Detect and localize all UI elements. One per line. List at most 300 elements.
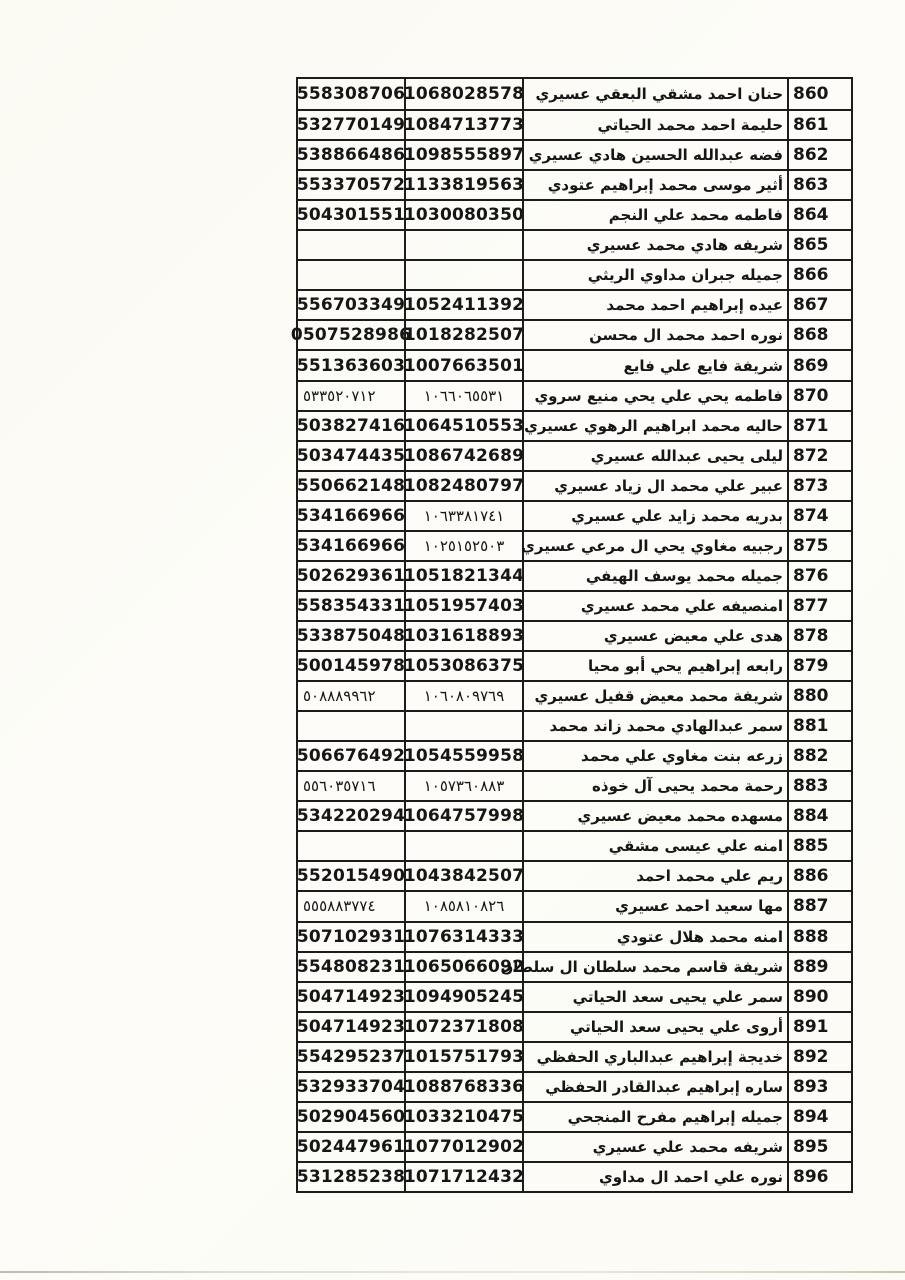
- id-cell-text: 1094905245: [403, 986, 525, 1007]
- phone-cell: [298, 111, 404, 139]
- row-number-cell-text: 860: [793, 84, 829, 105]
- name-cell-text: فاطمه محمد علي النجم: [608, 206, 783, 225]
- table-row: [298, 951, 851, 981]
- phone-cell-text: 502904560: [296, 1106, 406, 1127]
- id-cell: [404, 532, 522, 560]
- name-cell: [522, 502, 787, 530]
- id-cell: [403, 1013, 525, 1041]
- id-cell: [403, 592, 525, 620]
- id-cell-text: 1030080350: [403, 205, 525, 226]
- table-row: [298, 1011, 851, 1041]
- name-cell-text: شريفه محمد علي عسيري: [592, 1137, 783, 1156]
- phone-cell-text: 534166966: [296, 535, 406, 556]
- phone-cell: [298, 1043, 404, 1071]
- phone-cell: [298, 261, 404, 289]
- phone-cell: [298, 382, 404, 410]
- row-number-cell-text: 865: [793, 235, 829, 256]
- table-row: [298, 79, 851, 109]
- id-cell: [403, 442, 525, 470]
- name-cell-text: خديجة إبراهيم عبدالباري الحفظي: [536, 1047, 783, 1066]
- id-cell-text: 1033210475: [403, 1106, 525, 1127]
- row-number-cell: [787, 351, 851, 379]
- id-cell: [403, 742, 525, 770]
- id-cell-text: 1084713773: [403, 115, 525, 136]
- phone-cell: [298, 1073, 404, 1101]
- phone-cell-text: 507102931: [296, 926, 406, 947]
- name-cell: [522, 923, 787, 951]
- name-cell: [522, 1073, 787, 1101]
- row-number-cell: [787, 953, 851, 981]
- name-cell: [522, 742, 787, 770]
- phone-cell-text: 533875048: [296, 625, 406, 646]
- table-row: [298, 620, 851, 650]
- id-cell: [403, 472, 525, 500]
- id-cell: [403, 351, 525, 379]
- name-cell-text: امنه علي عيسى مشقي: [608, 837, 783, 856]
- name-cell-text: مسهده محمد معيض عسيري: [577, 807, 783, 826]
- id-cell: [403, 1133, 525, 1161]
- name-cell: [522, 412, 787, 440]
- phone-cell-text: 502629361: [296, 565, 406, 586]
- name-cell: [500, 953, 787, 981]
- id-cell: [403, 201, 525, 229]
- id-cell-text: 1018282507: [403, 325, 525, 346]
- row-number-cell: [787, 652, 851, 680]
- row-number-cell: [787, 802, 851, 830]
- table-row: [298, 680, 851, 710]
- phone-cell: [298, 592, 404, 620]
- row-number-cell-text: 881: [793, 716, 829, 737]
- name-cell: [522, 382, 787, 410]
- table-row: [298, 770, 851, 800]
- row-number-cell-text: 885: [793, 836, 829, 857]
- id-cell-text: 1082480797: [403, 475, 525, 496]
- id-cell-text: 1043842507: [403, 866, 525, 887]
- name-cell-text: امنه محمد هلال عتودي: [616, 927, 783, 946]
- phone-cell-text: ٥٣٣٥٢٠٧١٢: [303, 386, 376, 405]
- phone-cell-text: 503474435: [296, 445, 406, 466]
- row-number-cell: [787, 141, 851, 169]
- row-number-cell-text: 871: [793, 415, 829, 436]
- row-number-cell: [787, 983, 851, 1011]
- table-row: [298, 1161, 851, 1191]
- table-row: [298, 710, 851, 740]
- phone-cell: [298, 1133, 404, 1161]
- name-cell-text: نوره احمد محمد ال محسن: [589, 326, 783, 345]
- row-number-cell: [787, 712, 851, 740]
- row-number-cell-text: 891: [793, 1016, 829, 1037]
- id-cell: [404, 382, 522, 410]
- table-row: [298, 289, 851, 319]
- row-number-cell: [787, 1163, 851, 1191]
- id-cell: [403, 111, 525, 139]
- row-number-cell: [787, 622, 851, 650]
- scan-edge-artifact: [0, 1271, 905, 1273]
- table-row: [290, 319, 851, 349]
- id-cell: [403, 652, 525, 680]
- phone-cell: [298, 442, 404, 470]
- name-cell: [522, 652, 787, 680]
- name-cell-text: عيده إبراهيم احمد محمد: [606, 296, 783, 315]
- row-number-cell-text: 890: [793, 986, 829, 1007]
- name-cell: [522, 832, 787, 860]
- name-cell: [522, 291, 787, 319]
- row-number-cell-text: 874: [793, 505, 829, 526]
- row-number-cell-text: 863: [793, 175, 829, 196]
- id-cell-text: 1007663501: [403, 355, 525, 376]
- name-cell-text: شريفة محمد معيض قفيل عسيري: [534, 687, 783, 706]
- name-cell: [522, 1043, 787, 1071]
- row-number-cell: [787, 772, 851, 800]
- row-number-cell: [787, 291, 851, 319]
- id-cell: [403, 1073, 525, 1101]
- name-cell-text: سمر عبدالهادي محمد زاند محمد: [549, 717, 783, 736]
- id-cell-text: 1072371808: [403, 1016, 525, 1037]
- id-cell-text: ١٠٦٦٠٦٥٥٣١: [423, 386, 505, 405]
- row-number-cell: [787, 682, 851, 710]
- table-row: [298, 169, 851, 199]
- name-cell: [522, 261, 787, 289]
- phone-cell: [298, 562, 404, 590]
- row-number-cell: [787, 832, 851, 860]
- phone-cell: [298, 141, 404, 169]
- phone-cell: [298, 892, 404, 920]
- row-number-cell-text: 886: [793, 866, 829, 887]
- id-cell: [404, 772, 522, 800]
- name-cell: [522, 201, 787, 229]
- name-cell: [522, 1163, 787, 1191]
- name-cell: [522, 622, 787, 650]
- name-cell-text: رحمة محمد يحيى آل خوذه: [592, 777, 783, 796]
- name-cell-text: حليمة احمد محمد الحياتي: [597, 116, 783, 135]
- id-cell: [403, 1163, 525, 1191]
- id-cell: [404, 261, 522, 289]
- phone-cell-text: 552015490: [296, 866, 406, 887]
- table-row: [298, 890, 851, 920]
- phone-cell: [298, 923, 404, 951]
- table-row: [298, 500, 851, 530]
- name-cell-text: امنصيفه علي محمد عسيري: [580, 596, 783, 615]
- phone-cell-text: 532933704: [296, 1076, 406, 1097]
- phone-cell: [298, 1013, 404, 1041]
- phone-cell: [298, 742, 404, 770]
- row-number-cell-text: 866: [793, 265, 829, 286]
- id-cell: [403, 79, 525, 109]
- name-cell: [522, 862, 787, 890]
- row-number-cell: [787, 321, 851, 349]
- id-cell: [404, 231, 522, 259]
- name-cell-text: ليلى يحيى عبدالله عسيري: [590, 446, 783, 465]
- id-cell-text: ١٠٦٣٣٨١٧٤١: [423, 506, 505, 525]
- id-cell: [403, 622, 525, 650]
- row-number-cell: [787, 592, 851, 620]
- name-cell-text: أروى علي يحيى سعد الحياتي: [569, 1017, 783, 1036]
- id-cell: [403, 802, 525, 830]
- row-number-cell-text: 869: [793, 355, 829, 376]
- id-cell-text: 1077012902: [403, 1136, 525, 1157]
- phone-cell: [298, 712, 404, 740]
- id-cell-text: 1068028578: [403, 84, 525, 105]
- id-cell: [403, 171, 525, 199]
- phone-cell: [298, 351, 404, 379]
- row-number-cell: [787, 412, 851, 440]
- phone-cell: [298, 1103, 404, 1131]
- phone-cell: [298, 652, 404, 680]
- phone-cell-text: 556703349: [296, 295, 406, 316]
- phone-cell: [298, 772, 404, 800]
- name-cell: [522, 983, 787, 1011]
- id-cell-text: 1051821344: [403, 565, 525, 586]
- row-number-cell-text: 872: [793, 445, 829, 466]
- name-cell: [522, 772, 787, 800]
- table-row: [298, 139, 851, 169]
- id-cell: [404, 712, 522, 740]
- phone-cell-text: 550662148: [296, 475, 406, 496]
- name-cell-text: زرعه بنت مغاوي علي محمد: [581, 747, 783, 766]
- phone-cell: [298, 983, 404, 1011]
- name-cell-text: جميله جبران مداوي الريثي: [587, 266, 783, 285]
- row-number-cell-text: 889: [793, 956, 829, 977]
- table-row: [298, 650, 851, 680]
- name-cell: [522, 532, 787, 560]
- id-cell: [404, 832, 522, 860]
- name-cell: [522, 892, 787, 920]
- table-row: [298, 860, 851, 890]
- row-number-cell: [787, 261, 851, 289]
- name-cell: [522, 111, 787, 139]
- phone-cell: [298, 1163, 404, 1191]
- row-number-cell: [787, 382, 851, 410]
- id-cell: [403, 1043, 525, 1071]
- phone-cell: [298, 502, 404, 530]
- id-cell: [403, 321, 525, 349]
- name-cell-text: فضه عبدالله الحسين هادي عسيري: [528, 146, 783, 165]
- name-cell: [522, 442, 787, 470]
- name-cell-text: بدريه محمد زايد علي عسيري: [571, 506, 783, 525]
- phone-cell: [298, 622, 404, 650]
- row-number-cell: [787, 171, 851, 199]
- id-cell-text: 1052411392: [403, 295, 525, 316]
- table-row: [298, 1131, 851, 1161]
- table-row: [298, 530, 851, 560]
- row-number-cell: [787, 1013, 851, 1041]
- row-number-cell-text: 880: [793, 686, 829, 707]
- table-row: [298, 590, 851, 620]
- phone-cell-text: 531285238: [296, 1166, 406, 1187]
- row-number-cell-text: 877: [793, 595, 829, 616]
- row-number-cell-text: 887: [793, 896, 829, 917]
- id-cell: [403, 141, 525, 169]
- name-cell: [522, 1133, 787, 1161]
- row-number-cell-text: 896: [793, 1166, 829, 1187]
- id-cell-text: ١٠٦٠٨٠٩٧٦٩: [423, 687, 505, 706]
- id-cell-text: 1015751793: [403, 1046, 525, 1067]
- row-number-cell: [787, 231, 851, 259]
- name-cell-text: جميله إبراهيم مفرح المنجحي: [567, 1107, 783, 1126]
- table-row: [298, 259, 851, 289]
- id-cell: [403, 862, 525, 890]
- name-cell-text: ساره إبراهيم عبدالقادر الحفظي: [545, 1077, 783, 1096]
- name-cell: [522, 592, 787, 620]
- table-row: [298, 830, 851, 860]
- row-number-cell: [787, 442, 851, 470]
- name-cell: [522, 141, 787, 169]
- row-number-cell: [787, 1103, 851, 1131]
- row-number-cell: [787, 862, 851, 890]
- row-number-cell-text: 862: [793, 145, 829, 166]
- table-row: [298, 1101, 851, 1131]
- phone-cell-text: 532770149: [296, 115, 406, 136]
- row-number-cell: [787, 79, 851, 109]
- name-cell: [522, 351, 787, 379]
- phone-cell-text: 503827416: [296, 415, 406, 436]
- phone-cell-text: 551363603: [296, 355, 406, 376]
- id-cell-text: 1076314333: [403, 926, 525, 947]
- row-number-cell-text: 892: [793, 1046, 829, 1067]
- phone-cell-text: 500145978: [296, 656, 406, 677]
- row-number-cell-text: 864: [793, 205, 829, 226]
- phone-cell-text: 504714923: [296, 986, 406, 1007]
- name-cell-text: أثير موسى محمد إبراهيم عتودي: [547, 176, 783, 195]
- row-number-cell: [787, 532, 851, 560]
- phone-cell: [298, 201, 404, 229]
- id-cell-text: 1088768336: [403, 1076, 525, 1097]
- id-cell-text: ١٠٨٥٨١٠٨٢٦: [423, 897, 505, 916]
- name-cell: [522, 1013, 787, 1041]
- phone-cell: [298, 231, 404, 259]
- id-cell-text: 1053086375: [403, 656, 525, 677]
- id-cell-text: 1064510553: [403, 415, 525, 436]
- name-cell: [522, 171, 787, 199]
- row-number-cell: [787, 1133, 851, 1161]
- id-cell-text: ١٠٢٥١٥٢٥٠٣: [423, 536, 505, 555]
- table-row: [298, 349, 851, 379]
- phone-cell-text: 502447961: [296, 1136, 406, 1157]
- name-cell-text: فاطمه يحي علي يحي منيع سروي: [534, 386, 783, 405]
- phone-cell-text: ٥٥٦٠٣٥٧١٦: [303, 777, 376, 796]
- name-cell-text: حنان احمد مشقي البعقي عسيري: [535, 85, 783, 104]
- name-cell: [522, 321, 787, 349]
- phone-cell-text: 558354331: [296, 595, 406, 616]
- id-cell-text: 1054559958: [403, 746, 525, 767]
- row-number-cell: [787, 562, 851, 590]
- id-cell-text: 1071712432: [403, 1166, 525, 1187]
- id-cell-text: 1098555897: [403, 145, 525, 166]
- row-number-cell-text: 894: [793, 1106, 829, 1127]
- row-number-cell-text: 879: [793, 656, 829, 677]
- phone-cell: [298, 412, 404, 440]
- row-number-cell-text: 878: [793, 625, 829, 646]
- name-cell-text: عبير علي محمد ال زياد عسيري: [554, 476, 783, 495]
- id-cell: [403, 1103, 525, 1131]
- row-number-cell-text: 883: [793, 776, 829, 797]
- name-cell-text: رجبيه مغاوي يحي ال مرعي عسيري: [521, 536, 783, 555]
- row-number-cell-text: 875: [793, 535, 829, 556]
- name-cell-text: رابعه إبراهيم يحي أبو محيا: [587, 657, 783, 676]
- row-number-cell: [787, 923, 851, 951]
- name-cell-text: شريفة قاسم محمد سلطان ال سلطان: [500, 957, 783, 976]
- table-row: [298, 109, 851, 139]
- roster-table: [290, 77, 853, 1193]
- name-cell: [522, 562, 787, 590]
- phone-cell-text: 554295237: [296, 1046, 406, 1067]
- id-cell-text: 1133819563: [403, 175, 525, 196]
- row-number-cell: [787, 472, 851, 500]
- id-cell: [403, 412, 525, 440]
- row-number-cell-text: 861: [793, 115, 829, 136]
- name-cell-text: شريفه هادي محمد عسيري: [586, 236, 783, 255]
- id-cell-text: 1086742689: [403, 445, 525, 466]
- table-row: [298, 800, 851, 830]
- table-row: [298, 921, 851, 951]
- phone-cell-text: 506676492: [296, 746, 406, 767]
- name-cell: [522, 712, 787, 740]
- name-cell-text: سمر علي يحيى سعد الحياتي: [572, 987, 783, 1006]
- name-cell: [522, 682, 787, 710]
- phone-cell-text: 504714923: [296, 1016, 406, 1037]
- phone-cell-text: 538866486: [296, 145, 406, 166]
- phone-cell: [298, 862, 404, 890]
- name-cell: [522, 79, 787, 109]
- table-row: [298, 229, 851, 259]
- table-row: [298, 380, 851, 410]
- name-cell-text: مها سعيد احمد عسيري: [615, 897, 783, 916]
- phone-cell: [298, 953, 404, 981]
- phone-cell-text: 534220294: [296, 806, 406, 827]
- row-number-cell: [787, 742, 851, 770]
- table-row: [298, 1071, 851, 1101]
- table-row: [298, 740, 851, 770]
- name-cell: [522, 1103, 787, 1131]
- row-number-cell: [787, 1073, 851, 1101]
- phone-cell: [298, 682, 404, 710]
- name-cell-text: جميله محمد يوسف الهيفي: [585, 566, 783, 585]
- table-row: [298, 199, 851, 229]
- name-cell-text: نوره علي احمد ال مداوي: [599, 1167, 783, 1186]
- name-cell: [522, 472, 787, 500]
- id-cell: [403, 562, 525, 590]
- table-row: [298, 1041, 851, 1071]
- row-number-cell-text: 882: [793, 746, 829, 767]
- row-number-cell: [787, 201, 851, 229]
- row-number-cell-text: 873: [793, 475, 829, 496]
- phone-cell-text: 554808231: [296, 956, 406, 977]
- table-row: [298, 981, 851, 1011]
- phone-cell: [298, 171, 404, 199]
- table-row: [298, 470, 851, 500]
- row-number-cell: [787, 502, 851, 530]
- phone-cell: [298, 291, 404, 319]
- table-row: [298, 410, 851, 440]
- id-cell: [403, 983, 525, 1011]
- row-number-cell-text: 895: [793, 1136, 829, 1157]
- row-number-cell: [787, 1043, 851, 1071]
- id-cell: [404, 502, 522, 530]
- phone-cell-text: 553370572: [296, 175, 406, 196]
- name-cell: [522, 231, 787, 259]
- name-cell: [522, 802, 787, 830]
- phone-cell: [298, 79, 404, 109]
- name-cell-text: ريم علي محمد احمد: [636, 867, 783, 886]
- phone-cell-text: 534166966: [296, 505, 406, 526]
- row-number-cell-text: 870: [793, 385, 829, 406]
- phone-cell-text: ٥٥٥٨٨٣٧٧٤: [303, 897, 376, 916]
- phone-cell-text: 558308706: [296, 84, 406, 105]
- phone-cell: [298, 532, 404, 560]
- row-number-cell-text: 876: [793, 565, 829, 586]
- row-number-cell: [787, 892, 851, 920]
- table-row: [298, 560, 851, 590]
